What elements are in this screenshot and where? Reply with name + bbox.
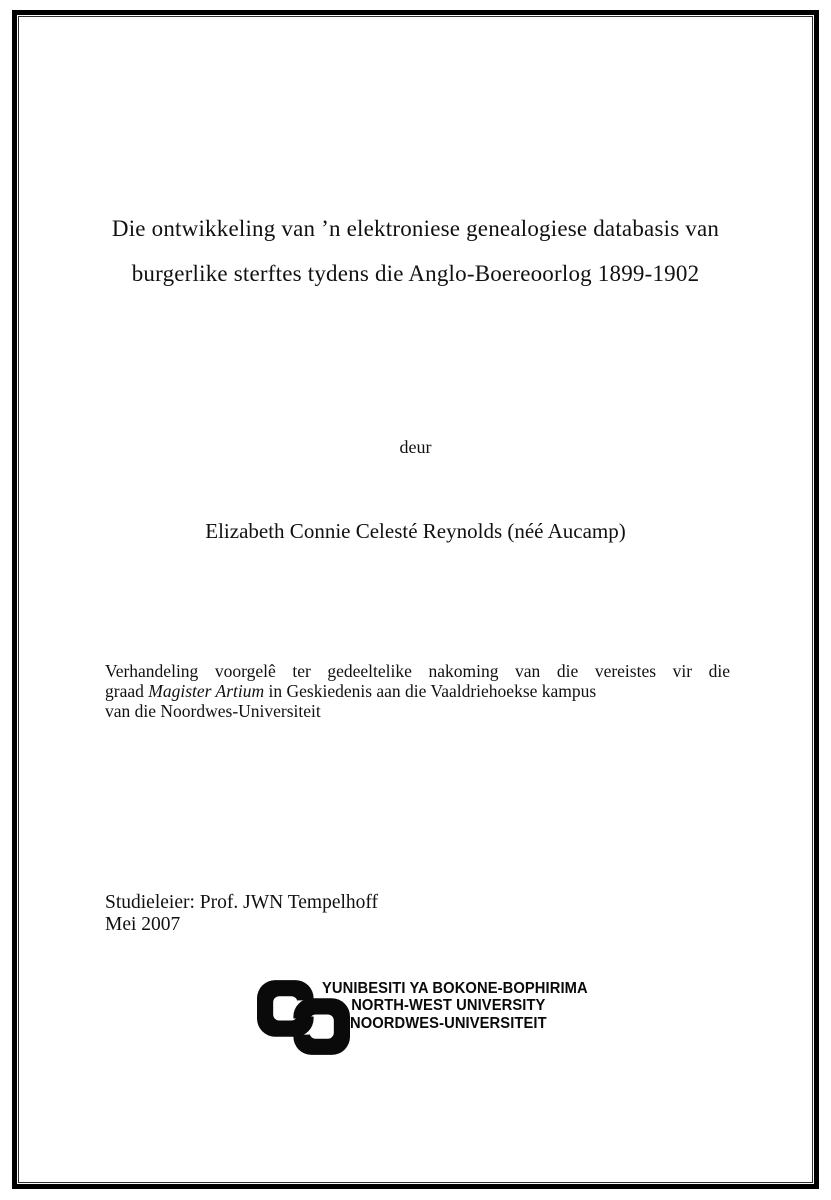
submission-line-2 (105, 682, 730, 702)
logo-name-english: NORTH-WEST UNIVERSITY (351, 997, 546, 1015)
thesis-title-line-2: burgerlike sterftes tydens die Anglo-Boereoorlog 1899-1902 (131, 261, 700, 286)
logo-name-afrikaans: NOORDWES-UNIVERSITEIT (349, 1014, 547, 1032)
submission-line-1: Verhandeling voorgelê ter gedeeltelike nakoming van die vereistes vir die (105, 661, 730, 681)
logo-name-setswana: YUNIBESITI YA BOKONE-BOPHIRIMA (321, 980, 588, 997)
degree-name-italic: Magister Artium (148, 680, 265, 701)
submission-line-2-prefix: graad (105, 680, 149, 701)
submission-line-2-suffix: in Geskiedenis aan die Vaaldriehoekse kampus (264, 680, 597, 701)
submission-statement (105, 662, 730, 721)
thesis-title (60, 206, 771, 296)
thesis-title-line-1: Die ontwikkeling van ’n elektroniese genealogiese databasis van (111, 216, 720, 241)
supervisor-line: Studieleier: Prof. JWN Tempelhoff (105, 892, 379, 913)
date-line: Mei 2007 (105, 913, 181, 935)
submission-line-3: van die Noordwes-Universiteit (105, 700, 321, 721)
author-name: Elizabeth Connie Celesté Reynolds (néé Aucamp) (205, 519, 626, 543)
university-logo (257, 978, 587, 1060)
university-logo-wordmark (321, 980, 588, 1032)
supervisor-block (105, 892, 378, 935)
byline-label: deur (399, 437, 432, 457)
